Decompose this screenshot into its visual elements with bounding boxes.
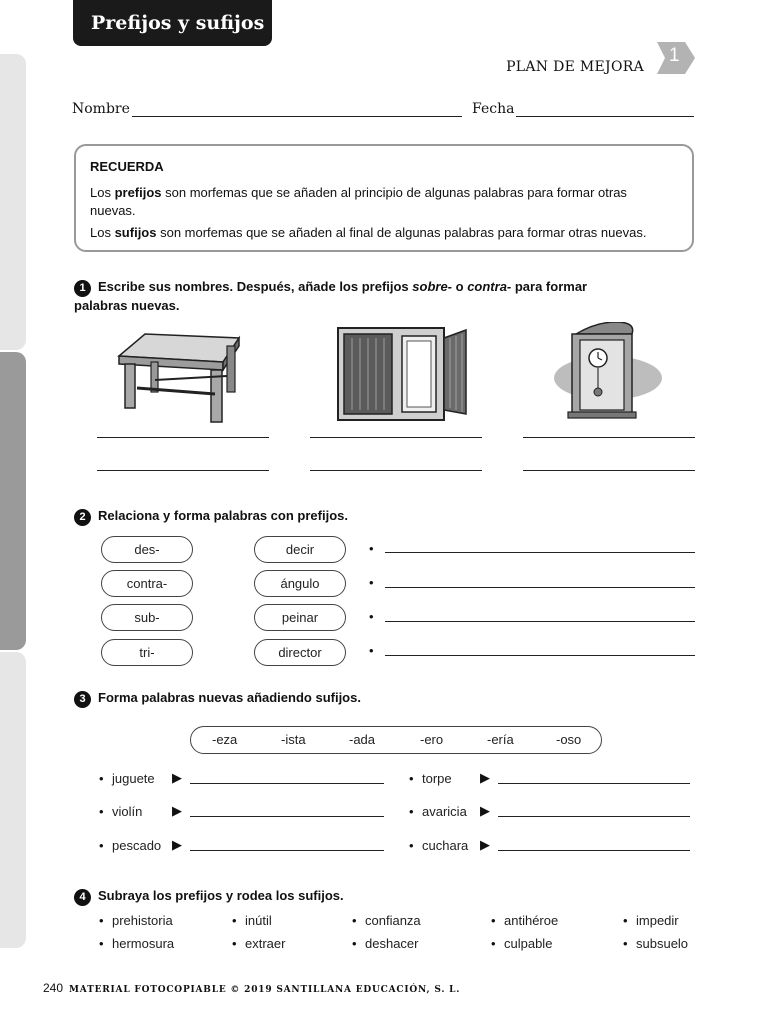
copyright-text: MATERIAL FOTOCOPIABLE © 2019 SANTILLANA EDUCACIÓN, S. L.	[69, 985, 461, 995]
side-tab-active	[0, 352, 26, 650]
bullet: •	[409, 804, 414, 819]
prefix-pill[interactable]: contra-	[101, 570, 193, 597]
prefix-pill[interactable]: sub-	[101, 604, 193, 631]
exercise-2-instruction: 2 Relaciona y forma palabras con prefijos.	[74, 507, 348, 526]
ex4-word[interactable]: culpable	[504, 936, 553, 951]
page-number: 240	[43, 981, 64, 995]
ex4-word[interactable]: inútil	[245, 913, 272, 928]
table-icon	[115, 328, 241, 429]
answer-line[interactable]	[310, 470, 482, 471]
name-field[interactable]	[132, 116, 462, 117]
answer-line[interactable]	[97, 437, 269, 438]
bullet: •	[99, 936, 104, 951]
answer-line[interactable]	[310, 437, 482, 438]
bullet: •	[99, 838, 104, 853]
exercise-number: 3	[74, 691, 91, 708]
ex4-word[interactable]: subsuelo	[636, 936, 689, 951]
word-pill[interactable]: ángulo	[254, 570, 346, 597]
answer-line[interactable]	[385, 587, 695, 588]
answer-line[interactable]	[498, 816, 690, 817]
bullet: •	[369, 575, 374, 590]
exercise-4-instruction: 4 Subraya los prefijos y rodea los sufijos.	[74, 887, 344, 906]
plan-number-badge	[657, 42, 695, 74]
arrow-icon: ▶	[172, 803, 182, 818]
word-pill[interactable]: director	[254, 639, 346, 666]
answer-line[interactable]	[498, 850, 690, 851]
ex4-word[interactable]: deshacer	[365, 936, 419, 951]
exercise-1-instruction: 1 Escribe sus nombres. Después, añade los prefijos sobre- o contra- para formar palabras nuevas.	[74, 279, 588, 313]
plan-label: PLAN DE MEJORA	[506, 59, 644, 75]
answer-line[interactable]	[498, 783, 690, 784]
suffix: -ada	[349, 732, 376, 747]
suffix: -ería	[487, 732, 514, 747]
suffix: -oso	[556, 732, 582, 747]
bullet: •	[352, 936, 357, 951]
bullet: •	[99, 913, 104, 928]
answer-line[interactable]	[190, 850, 384, 851]
bullet: •	[232, 936, 237, 951]
arrow-icon: ▶	[172, 837, 182, 852]
bullet: •	[623, 936, 628, 951]
bullet: •	[491, 913, 496, 928]
exercise-number: 4	[74, 889, 91, 906]
prefix-pill[interactable]: tri-	[101, 639, 193, 666]
answer-line[interactable]	[385, 655, 695, 656]
name-date-row	[72, 101, 694, 121]
word-pill[interactable]: peinar	[254, 604, 346, 631]
answer-line[interactable]	[385, 621, 695, 622]
base-word: cuchara	[422, 838, 469, 853]
answer-line[interactable]	[97, 470, 269, 471]
bullet: •	[623, 913, 628, 928]
ex4-word[interactable]: hermosura	[112, 936, 175, 951]
answer-line[interactable]	[523, 470, 695, 471]
bullet: •	[369, 609, 374, 624]
prefix-pill[interactable]: des-	[101, 536, 193, 563]
base-word: juguete	[112, 771, 155, 786]
clock-icon	[552, 322, 664, 425]
word-pill[interactable]: decir	[254, 536, 346, 563]
suffix: -ero	[420, 732, 444, 747]
bullet: •	[369, 541, 374, 556]
bullet: •	[409, 771, 414, 786]
date-field[interactable]	[516, 116, 694, 117]
base-word: torpe	[422, 771, 452, 786]
bullet: •	[232, 913, 237, 928]
base-word: pescado	[112, 838, 162, 853]
footer	[43, 981, 460, 995]
exercise-3-instruction: 3 Forma palabras nuevas añadiendo sufijos.	[74, 689, 361, 708]
answer-line[interactable]	[523, 437, 695, 438]
arrow-icon: ▶	[480, 803, 490, 818]
plan-number: 1	[669, 45, 680, 66]
base-word: violín	[112, 804, 143, 819]
suffix: -eza	[212, 732, 238, 747]
bullet: •	[491, 936, 496, 951]
answer-line[interactable]	[190, 816, 384, 817]
ex4-word[interactable]: extraer	[245, 936, 286, 951]
bullet: •	[99, 771, 104, 786]
window-icon	[336, 324, 470, 427]
bullet: •	[369, 643, 374, 658]
page-title: Prefijos y sufijos	[73, 0, 272, 46]
ex4-word[interactable]: prehistoria	[112, 913, 173, 928]
prefijos-definition: Los prefijos son morfemas que se añaden al principio de algunas palabras para formar otras nuevas.	[90, 185, 627, 218]
exercise-number: 2	[74, 509, 91, 526]
ex4-word[interactable]: confianza	[365, 913, 421, 928]
bullet: •	[409, 838, 414, 853]
arrow-icon: ▶	[480, 837, 490, 852]
ex4-word[interactable]: antihéroe	[504, 913, 559, 928]
bullet: •	[99, 804, 104, 819]
base-word: avaricia	[422, 804, 467, 819]
arrow-icon: ▶	[480, 770, 490, 785]
answer-line[interactable]	[385, 552, 695, 553]
arrow-icon: ▶	[172, 770, 182, 785]
suffix: -ista	[281, 732, 306, 747]
ex4-word[interactable]: impedir	[636, 913, 679, 928]
recuerda-box	[74, 144, 694, 252]
exercise-number: 1	[74, 280, 91, 297]
answer-line[interactable]	[190, 783, 384, 784]
side-tab-top	[0, 54, 26, 350]
suffix-box	[190, 726, 602, 754]
date-label: Fecha	[472, 101, 515, 117]
name-label: Nombre	[72, 101, 130, 117]
bullet: •	[352, 913, 357, 928]
side-tab-bottom	[0, 652, 26, 948]
sufijos-definition: Los sufijos son morfemas que se añaden al final de algunas palabras para formar otras nuevas.	[90, 225, 647, 240]
recuerda-heading: RECUERDA	[90, 159, 164, 174]
